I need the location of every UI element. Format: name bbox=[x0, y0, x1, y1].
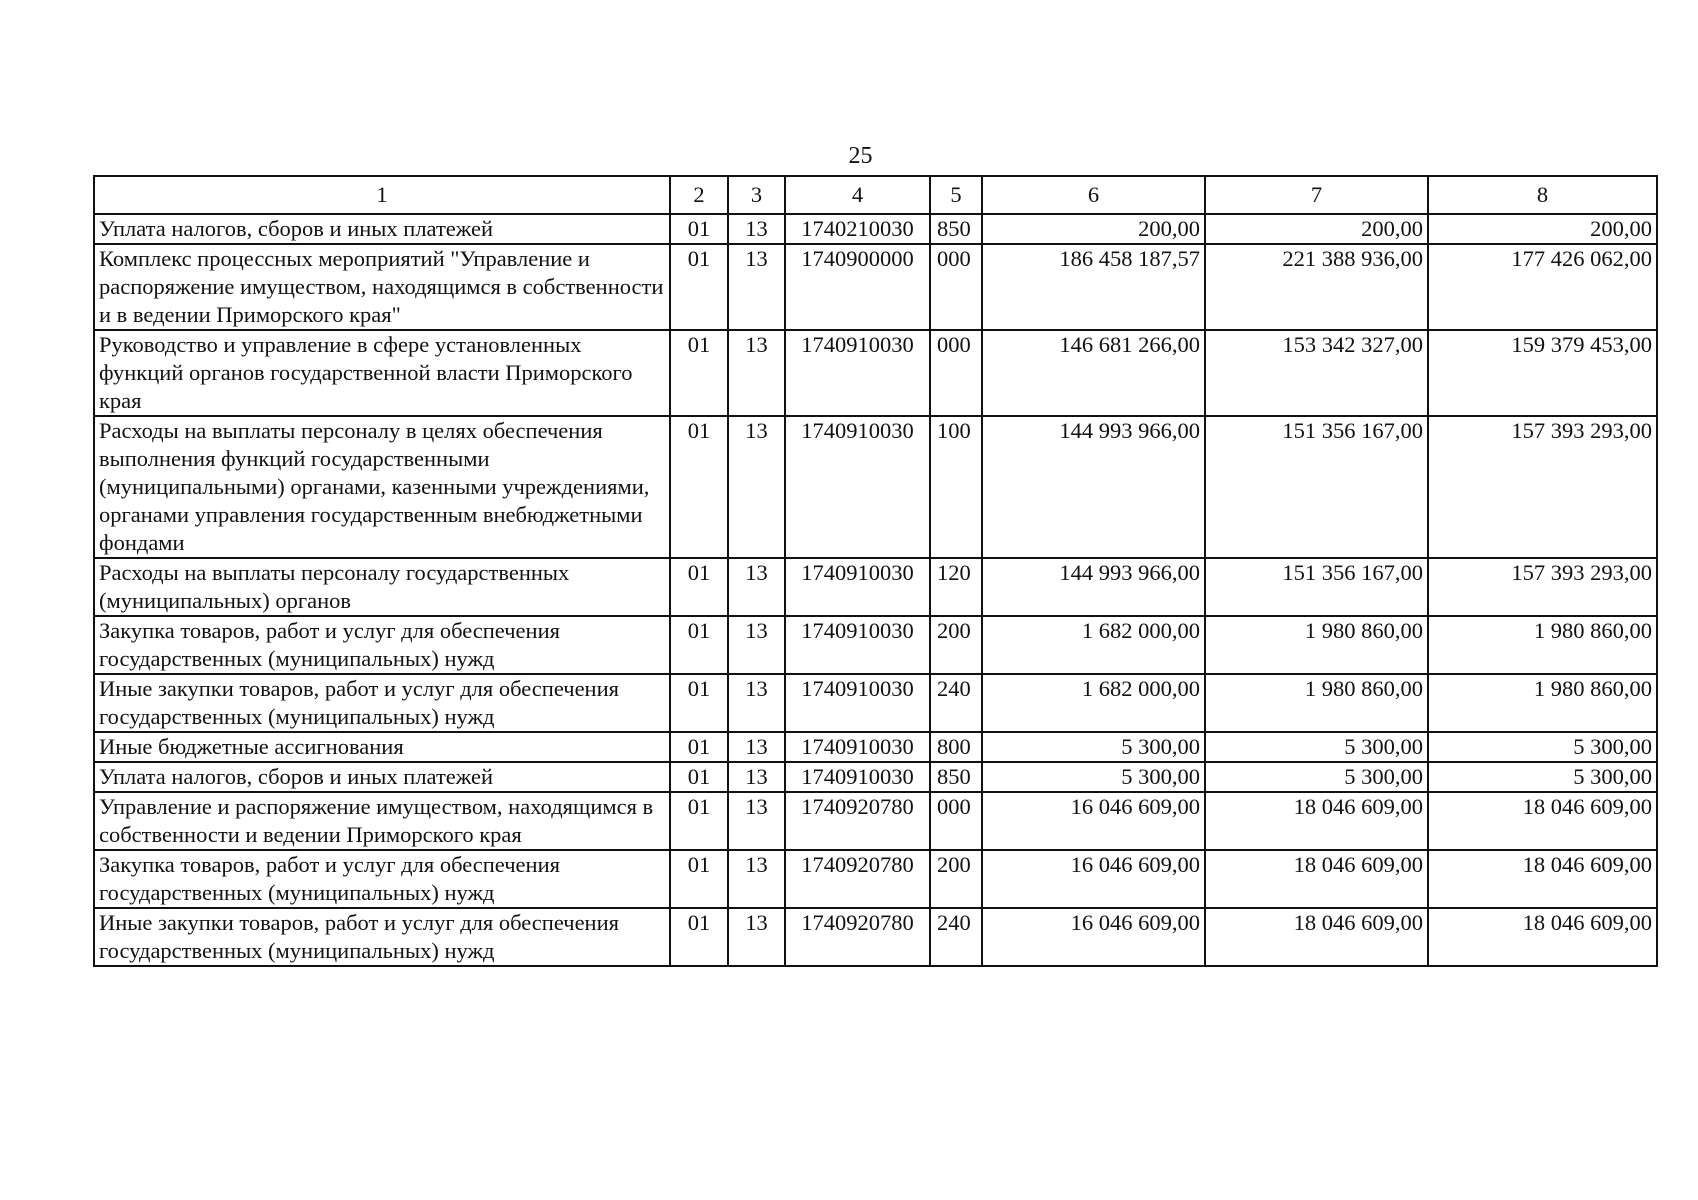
row-subsection-code: 13 bbox=[728, 792, 785, 850]
table-row bbox=[94, 214, 1657, 244]
row-expense-type-code: 100 bbox=[930, 416, 982, 558]
row-subsection-code: 13 bbox=[728, 732, 785, 762]
row-amount-col6: 5 300,00 bbox=[982, 762, 1205, 792]
row-amount-col7: 153 342 327,00 bbox=[1205, 330, 1428, 416]
row-amount-col7: 18 046 609,00 bbox=[1205, 850, 1428, 908]
table-row bbox=[94, 908, 1657, 966]
row-name: Закупка товаров, работ и услуг для обеспечения государственных (муниципальных) нужд bbox=[94, 616, 670, 674]
row-expense-type-code: 000 bbox=[930, 330, 982, 416]
row-amount-col6: 144 993 966,00 bbox=[982, 416, 1205, 558]
row-expense-type-code: 200 bbox=[930, 616, 982, 674]
row-name: Управление и распоряжение имуществом, находящимся в собственности и ведении Приморского края bbox=[94, 792, 670, 850]
row-subsection-code: 13 bbox=[728, 850, 785, 908]
table-row bbox=[94, 244, 1657, 330]
row-expense-type-code: 850 bbox=[930, 214, 982, 244]
row-target-code: 1740910030 bbox=[785, 732, 930, 762]
column-header-7: 7 bbox=[1205, 176, 1428, 214]
table-row bbox=[94, 792, 1657, 850]
row-section-code: 01 bbox=[670, 674, 728, 732]
row-amount-col6: 5 300,00 bbox=[982, 732, 1205, 762]
row-section-code: 01 bbox=[670, 762, 728, 792]
row-section-code: 01 bbox=[670, 850, 728, 908]
column-header-3: 3 bbox=[728, 176, 785, 214]
row-amount-col8: 18 046 609,00 bbox=[1428, 850, 1657, 908]
row-amount-col6: 200,00 bbox=[982, 214, 1205, 244]
row-target-code: 1740920780 bbox=[785, 908, 930, 966]
row-expense-type-code: 200 bbox=[930, 850, 982, 908]
row-amount-col8: 5 300,00 bbox=[1428, 762, 1657, 792]
row-amount-col8: 159 379 453,00 bbox=[1428, 330, 1657, 416]
row-amount-col7: 18 046 609,00 bbox=[1205, 908, 1428, 966]
row-target-code: 1740910030 bbox=[785, 616, 930, 674]
row-name: Уплата налогов, сборов и иных платежей bbox=[94, 214, 670, 244]
column-header-1: 1 bbox=[94, 176, 670, 214]
row-section-code: 01 bbox=[670, 214, 728, 244]
row-expense-type-code: 240 bbox=[930, 908, 982, 966]
row-expense-type-code: 850 bbox=[930, 762, 982, 792]
row-amount-col7: 5 300,00 bbox=[1205, 732, 1428, 762]
row-amount-col6: 16 046 609,00 bbox=[982, 850, 1205, 908]
column-header-6: 6 bbox=[982, 176, 1205, 214]
row-amount-col6: 16 046 609,00 bbox=[982, 792, 1205, 850]
row-name: Комплекс процессных мероприятий "Управление и распоряжение имуществом, находящимся в собственности и в ведении Приморского края" bbox=[94, 244, 670, 330]
row-name: Руководство и управление в сфере установленных функций органов государственной власти Приморского края bbox=[94, 330, 670, 416]
row-amount-col6: 144 993 966,00 bbox=[982, 558, 1205, 616]
row-subsection-code: 13 bbox=[728, 214, 785, 244]
row-expense-type-code: 240 bbox=[930, 674, 982, 732]
table-row bbox=[94, 732, 1657, 762]
row-name: Уплата налогов, сборов и иных платежей bbox=[94, 762, 670, 792]
row-target-code: 1740910030 bbox=[785, 674, 930, 732]
row-target-code: 1740920780 bbox=[785, 792, 930, 850]
row-expense-type-code: 000 bbox=[930, 792, 982, 850]
column-header-4: 4 bbox=[785, 176, 930, 214]
row-name: Расходы на выплаты персоналу в целях обеспечения выполнения функций государственными (муниципальными) органами, казенными учреждениями, органами управления государственным внебюджетными фондами bbox=[94, 416, 670, 558]
table-row bbox=[94, 416, 1657, 558]
row-subsection-code: 13 bbox=[728, 330, 785, 416]
row-section-code: 01 bbox=[670, 558, 728, 616]
row-amount-col7: 1 980 860,00 bbox=[1205, 674, 1428, 732]
row-section-code: 01 bbox=[670, 732, 728, 762]
table-row bbox=[94, 616, 1657, 674]
row-amount-col8: 157 393 293,00 bbox=[1428, 558, 1657, 616]
row-name: Иные закупки товаров, работ и услуг для обеспечения государственных (муниципальных) нужд bbox=[94, 674, 670, 732]
table-row bbox=[94, 558, 1657, 616]
budget-table bbox=[93, 175, 1658, 967]
row-target-code: 1740910030 bbox=[785, 330, 930, 416]
header-row bbox=[94, 176, 1657, 214]
row-amount-col8: 157 393 293,00 bbox=[1428, 416, 1657, 558]
row-target-code: 1740900000 bbox=[785, 244, 930, 330]
row-amount-col7: 221 388 936,00 bbox=[1205, 244, 1428, 330]
row-subsection-code: 13 bbox=[728, 616, 785, 674]
row-amount-col8: 1 980 860,00 bbox=[1428, 616, 1657, 674]
page-number: 25 bbox=[848, 143, 873, 169]
row-expense-type-code: 000 bbox=[930, 244, 982, 330]
row-amount-col8: 18 046 609,00 bbox=[1428, 908, 1657, 966]
row-amount-col6: 16 046 609,00 bbox=[982, 908, 1205, 966]
row-name: Иные бюджетные ассигнования bbox=[94, 732, 670, 762]
row-section-code: 01 bbox=[670, 244, 728, 330]
table-row bbox=[94, 762, 1657, 792]
table-row bbox=[94, 850, 1657, 908]
row-amount-col8: 177 426 062,00 bbox=[1428, 244, 1657, 330]
row-target-code: 1740910030 bbox=[785, 762, 930, 792]
row-section-code: 01 bbox=[670, 792, 728, 850]
row-amount-col7: 200,00 bbox=[1205, 214, 1428, 244]
row-section-code: 01 bbox=[670, 616, 728, 674]
row-amount-col8: 1 980 860,00 bbox=[1428, 674, 1657, 732]
column-header-2: 2 bbox=[670, 176, 728, 214]
row-amount-col7: 18 046 609,00 bbox=[1205, 792, 1428, 850]
row-name: Закупка товаров, работ и услуг для обеспечения государственных (муниципальных) нужд bbox=[94, 850, 670, 908]
row-target-code: 1740910030 bbox=[785, 558, 930, 616]
row-subsection-code: 13 bbox=[728, 558, 785, 616]
row-amount-col6: 1 682 000,00 bbox=[982, 674, 1205, 732]
row-target-code: 1740210030 bbox=[785, 214, 930, 244]
row-subsection-code: 13 bbox=[728, 416, 785, 558]
row-name: Расходы на выплаты персоналу государственных (муниципальных) органов bbox=[94, 558, 670, 616]
row-name: Иные закупки товаров, работ и услуг для обеспечения государственных (муниципальных) нужд bbox=[94, 908, 670, 966]
table-row bbox=[94, 330, 1657, 416]
row-section-code: 01 bbox=[670, 416, 728, 558]
row-amount-col7: 1 980 860,00 bbox=[1205, 616, 1428, 674]
row-target-code: 1740910030 bbox=[785, 416, 930, 558]
row-amount-col6: 146 681 266,00 bbox=[982, 330, 1205, 416]
row-subsection-code: 13 bbox=[728, 908, 785, 966]
row-amount-col6: 1 682 000,00 bbox=[982, 616, 1205, 674]
row-amount-col7: 151 356 167,00 bbox=[1205, 558, 1428, 616]
row-expense-type-code: 800 bbox=[930, 732, 982, 762]
row-subsection-code: 13 bbox=[728, 762, 785, 792]
table-row bbox=[94, 674, 1657, 732]
row-amount-col7: 151 356 167,00 bbox=[1205, 416, 1428, 558]
column-header-5: 5 bbox=[930, 176, 982, 214]
row-subsection-code: 13 bbox=[728, 674, 785, 732]
row-expense-type-code: 120 bbox=[930, 558, 982, 616]
row-amount-col8: 18 046 609,00 bbox=[1428, 792, 1657, 850]
row-section-code: 01 bbox=[670, 330, 728, 416]
column-header-8: 8 bbox=[1428, 176, 1657, 214]
row-amount-col7: 5 300,00 bbox=[1205, 762, 1428, 792]
row-amount-col8: 5 300,00 bbox=[1428, 732, 1657, 762]
row-subsection-code: 13 bbox=[728, 244, 785, 330]
row-amount-col8: 200,00 bbox=[1428, 214, 1657, 244]
row-section-code: 01 bbox=[670, 908, 728, 966]
row-amount-col6: 186 458 187,57 bbox=[982, 244, 1205, 330]
row-target-code: 1740920780 bbox=[785, 850, 930, 908]
